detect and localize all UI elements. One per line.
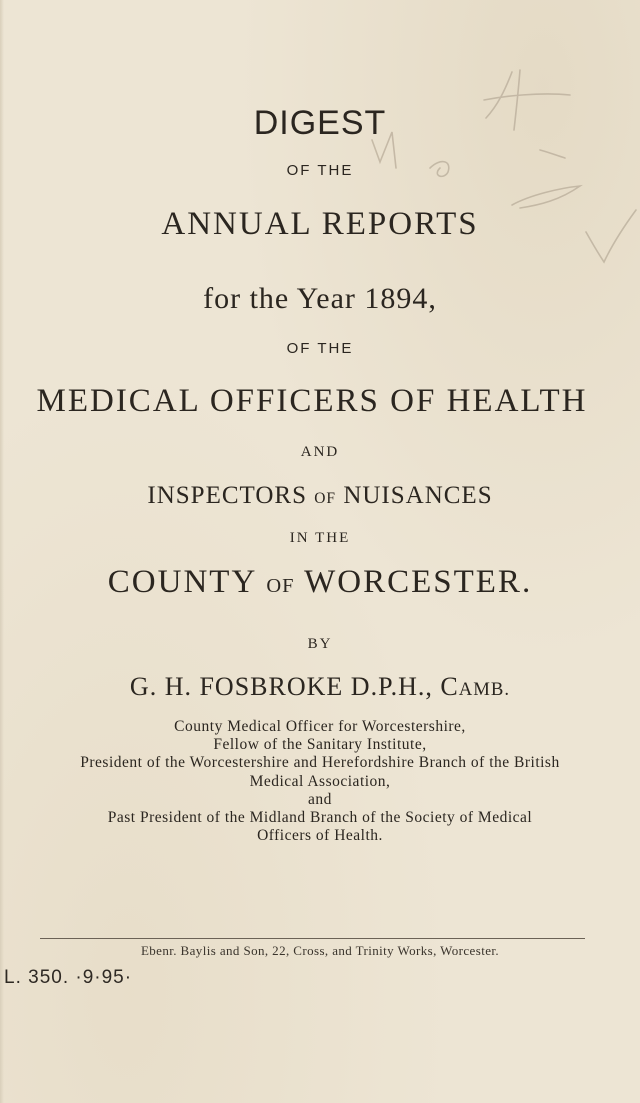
credential-line: and bbox=[308, 790, 332, 808]
credential-line: Officers of Health. bbox=[257, 827, 383, 845]
imprint-divider bbox=[40, 938, 585, 939]
title-digest: DIGEST bbox=[253, 104, 387, 142]
title-inspectors-line bbox=[0, 482, 640, 510]
title-county: COUNTY bbox=[107, 564, 257, 600]
credential-line: County Medical Officer for Worcestershire, bbox=[174, 718, 466, 735]
title-and: AND bbox=[300, 444, 340, 460]
author-credentials bbox=[0, 718, 640, 845]
title-of-the: OF THE bbox=[286, 162, 354, 179]
author-line bbox=[0, 672, 640, 702]
title-nuisances: NUISANCES bbox=[343, 482, 493, 509]
credential-line: Fellow of the Sanitary Institute, bbox=[213, 736, 427, 754]
author-name: G. H. FOSBROKE D.P.H., C bbox=[129, 672, 459, 701]
title-county-line bbox=[0, 564, 640, 601]
title-by: BY bbox=[307, 636, 333, 652]
title-county-of: OF bbox=[266, 575, 295, 597]
printer-imprint: Ebenr. Baylis and Son, 22, Cross, and Trinity Works, Worcester. bbox=[140, 943, 500, 958]
credential-line: President of the Worcestershire and Herefordshire Branch of the British bbox=[80, 754, 560, 772]
title-inspectors-of: OF bbox=[314, 490, 337, 507]
title-inspectors: INSPECTORS bbox=[147, 482, 307, 509]
title-worcester: WORCESTER. bbox=[304, 564, 533, 600]
title-year: for the Year 1894, bbox=[203, 282, 437, 315]
title-of-the-2: OF THE bbox=[286, 340, 354, 357]
shelfmark: L. 350. ·9·95· bbox=[4, 967, 133, 988]
title-annual-reports: ANNUAL REPORTS bbox=[161, 206, 479, 242]
author-name-smallcaps: AMB. bbox=[458, 679, 511, 700]
credential-line: Medical Association, bbox=[249, 772, 391, 790]
credential-line: Past President of the Midland Branch of the Society of Medical bbox=[107, 809, 533, 827]
title-in-the: IN THE bbox=[289, 530, 351, 546]
title-medical-officers: MEDICAL OFFICERS OF HEALTH bbox=[36, 383, 588, 419]
